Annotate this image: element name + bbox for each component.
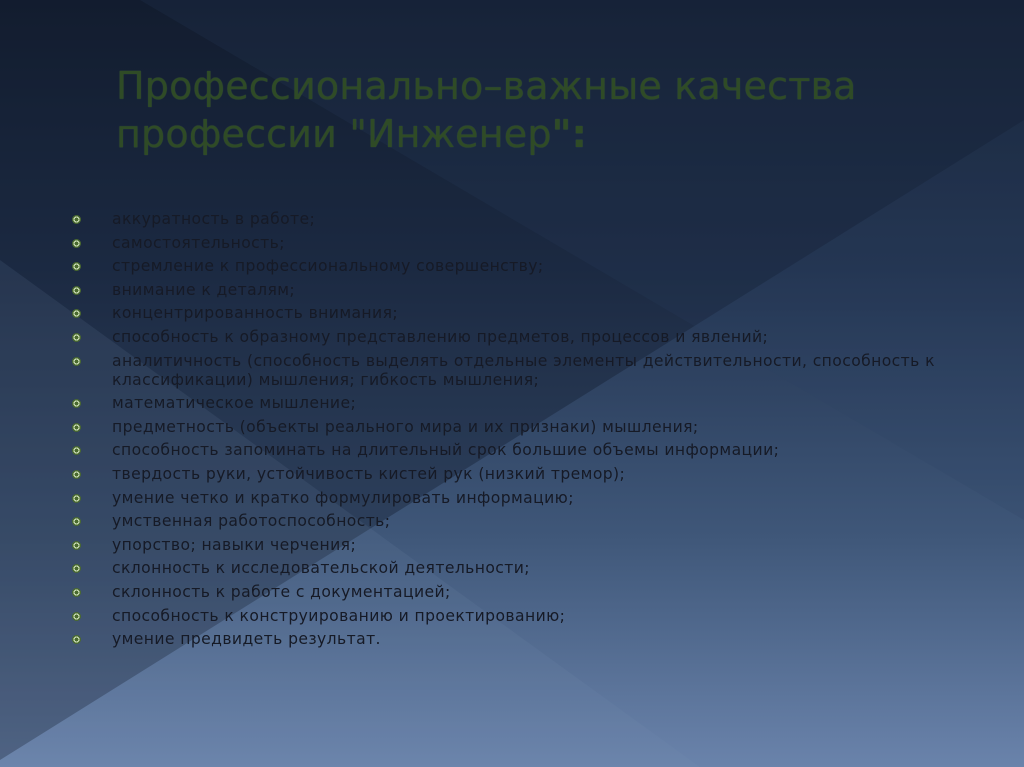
- list-item: [70, 630, 970, 649]
- title-line-2-punctuation: ":: [551, 112, 588, 156]
- list-item: [70, 465, 970, 484]
- list-item: [70, 512, 970, 531]
- list-item: [70, 607, 970, 626]
- list-item: [70, 536, 970, 555]
- list-item: [70, 234, 970, 253]
- list-item-text: умственная работоспособность;: [112, 512, 391, 531]
- list-item: [70, 210, 970, 229]
- list-item: [70, 328, 970, 347]
- list-item-text: склонность к исследовательской деятельности;: [112, 559, 530, 578]
- circle-bullet-icon: [72, 517, 81, 526]
- list-item-text: математическое мышление;: [112, 394, 357, 413]
- list-item: [70, 583, 970, 602]
- circle-bullet-icon: [72, 399, 81, 408]
- list-item-text: упорство; навыки черчения;: [112, 535, 357, 554]
- list-item: [70, 394, 970, 413]
- list-item: [70, 352, 970, 390]
- circle-bullet-icon: [72, 357, 81, 366]
- list-item-text: склонность к работе с документацией;: [112, 582, 451, 601]
- list-item-text: концентрированность внимания;: [112, 304, 398, 323]
- list-item: [70, 559, 970, 578]
- circle-bullet-icon: [72, 262, 81, 271]
- circle-bullet-icon: [72, 333, 81, 342]
- circle-bullet-icon: [72, 588, 81, 597]
- circle-bullet-icon: [72, 494, 81, 503]
- list-item-text: твердость руки, устойчивость кистей рук (низкий тремор);: [112, 464, 626, 483]
- list-item-text: умение предвидеть результат.: [112, 630, 381, 649]
- list-item: [70, 304, 970, 323]
- circle-bullet-icon: [72, 541, 81, 550]
- list-item: [70, 489, 970, 508]
- circle-bullet-icon: [72, 309, 81, 318]
- circle-bullet-icon: [72, 564, 81, 573]
- list-item-text: аккуратность в работе;: [112, 210, 316, 228]
- list-item-text: предметность (объекты реального мира и их признаки) мышления;: [112, 417, 699, 436]
- circle-bullet-icon: [72, 470, 81, 479]
- list-item-text: способность к образному представлению предметов, процессов и явлений;: [112, 327, 769, 346]
- list-item-text: внимание к деталям;: [112, 280, 296, 299]
- list-item: [70, 441, 970, 460]
- list-item-text: умение четко и кратко формулировать информацию;: [112, 488, 574, 507]
- list-item: [70, 281, 970, 300]
- circle-bullet-icon: [72, 635, 81, 644]
- circle-bullet-icon: [72, 423, 81, 432]
- list-item: [70, 257, 970, 276]
- list-item-text: аналитичность (способность выделять отдельные элементы действительности, способность к классификации) мышления; гибкость мышления;: [112, 351, 935, 389]
- slide-title: [116, 62, 966, 158]
- list-item-text: самостоятельность;: [112, 233, 285, 252]
- title-line-1: Профессионально–важные качества: [116, 64, 857, 108]
- circle-bullet-icon: [72, 215, 81, 224]
- circle-bullet-icon: [72, 286, 81, 295]
- title-line-2-text: профессии "Инженер: [116, 112, 552, 156]
- qualities-list: [70, 210, 970, 654]
- circle-bullet-icon: [72, 446, 81, 455]
- list-item-text: способность к конструированию и проектированию;: [112, 606, 566, 625]
- circle-bullet-icon: [72, 239, 81, 248]
- title-line-2: [116, 110, 966, 158]
- list-item-text: способность запоминать на длительный срок большие объемы информации;: [112, 441, 780, 460]
- list-item: [70, 418, 970, 437]
- circle-bullet-icon: [72, 612, 81, 621]
- list-item-text: стремление к профессиональному совершенству;: [112, 257, 544, 276]
